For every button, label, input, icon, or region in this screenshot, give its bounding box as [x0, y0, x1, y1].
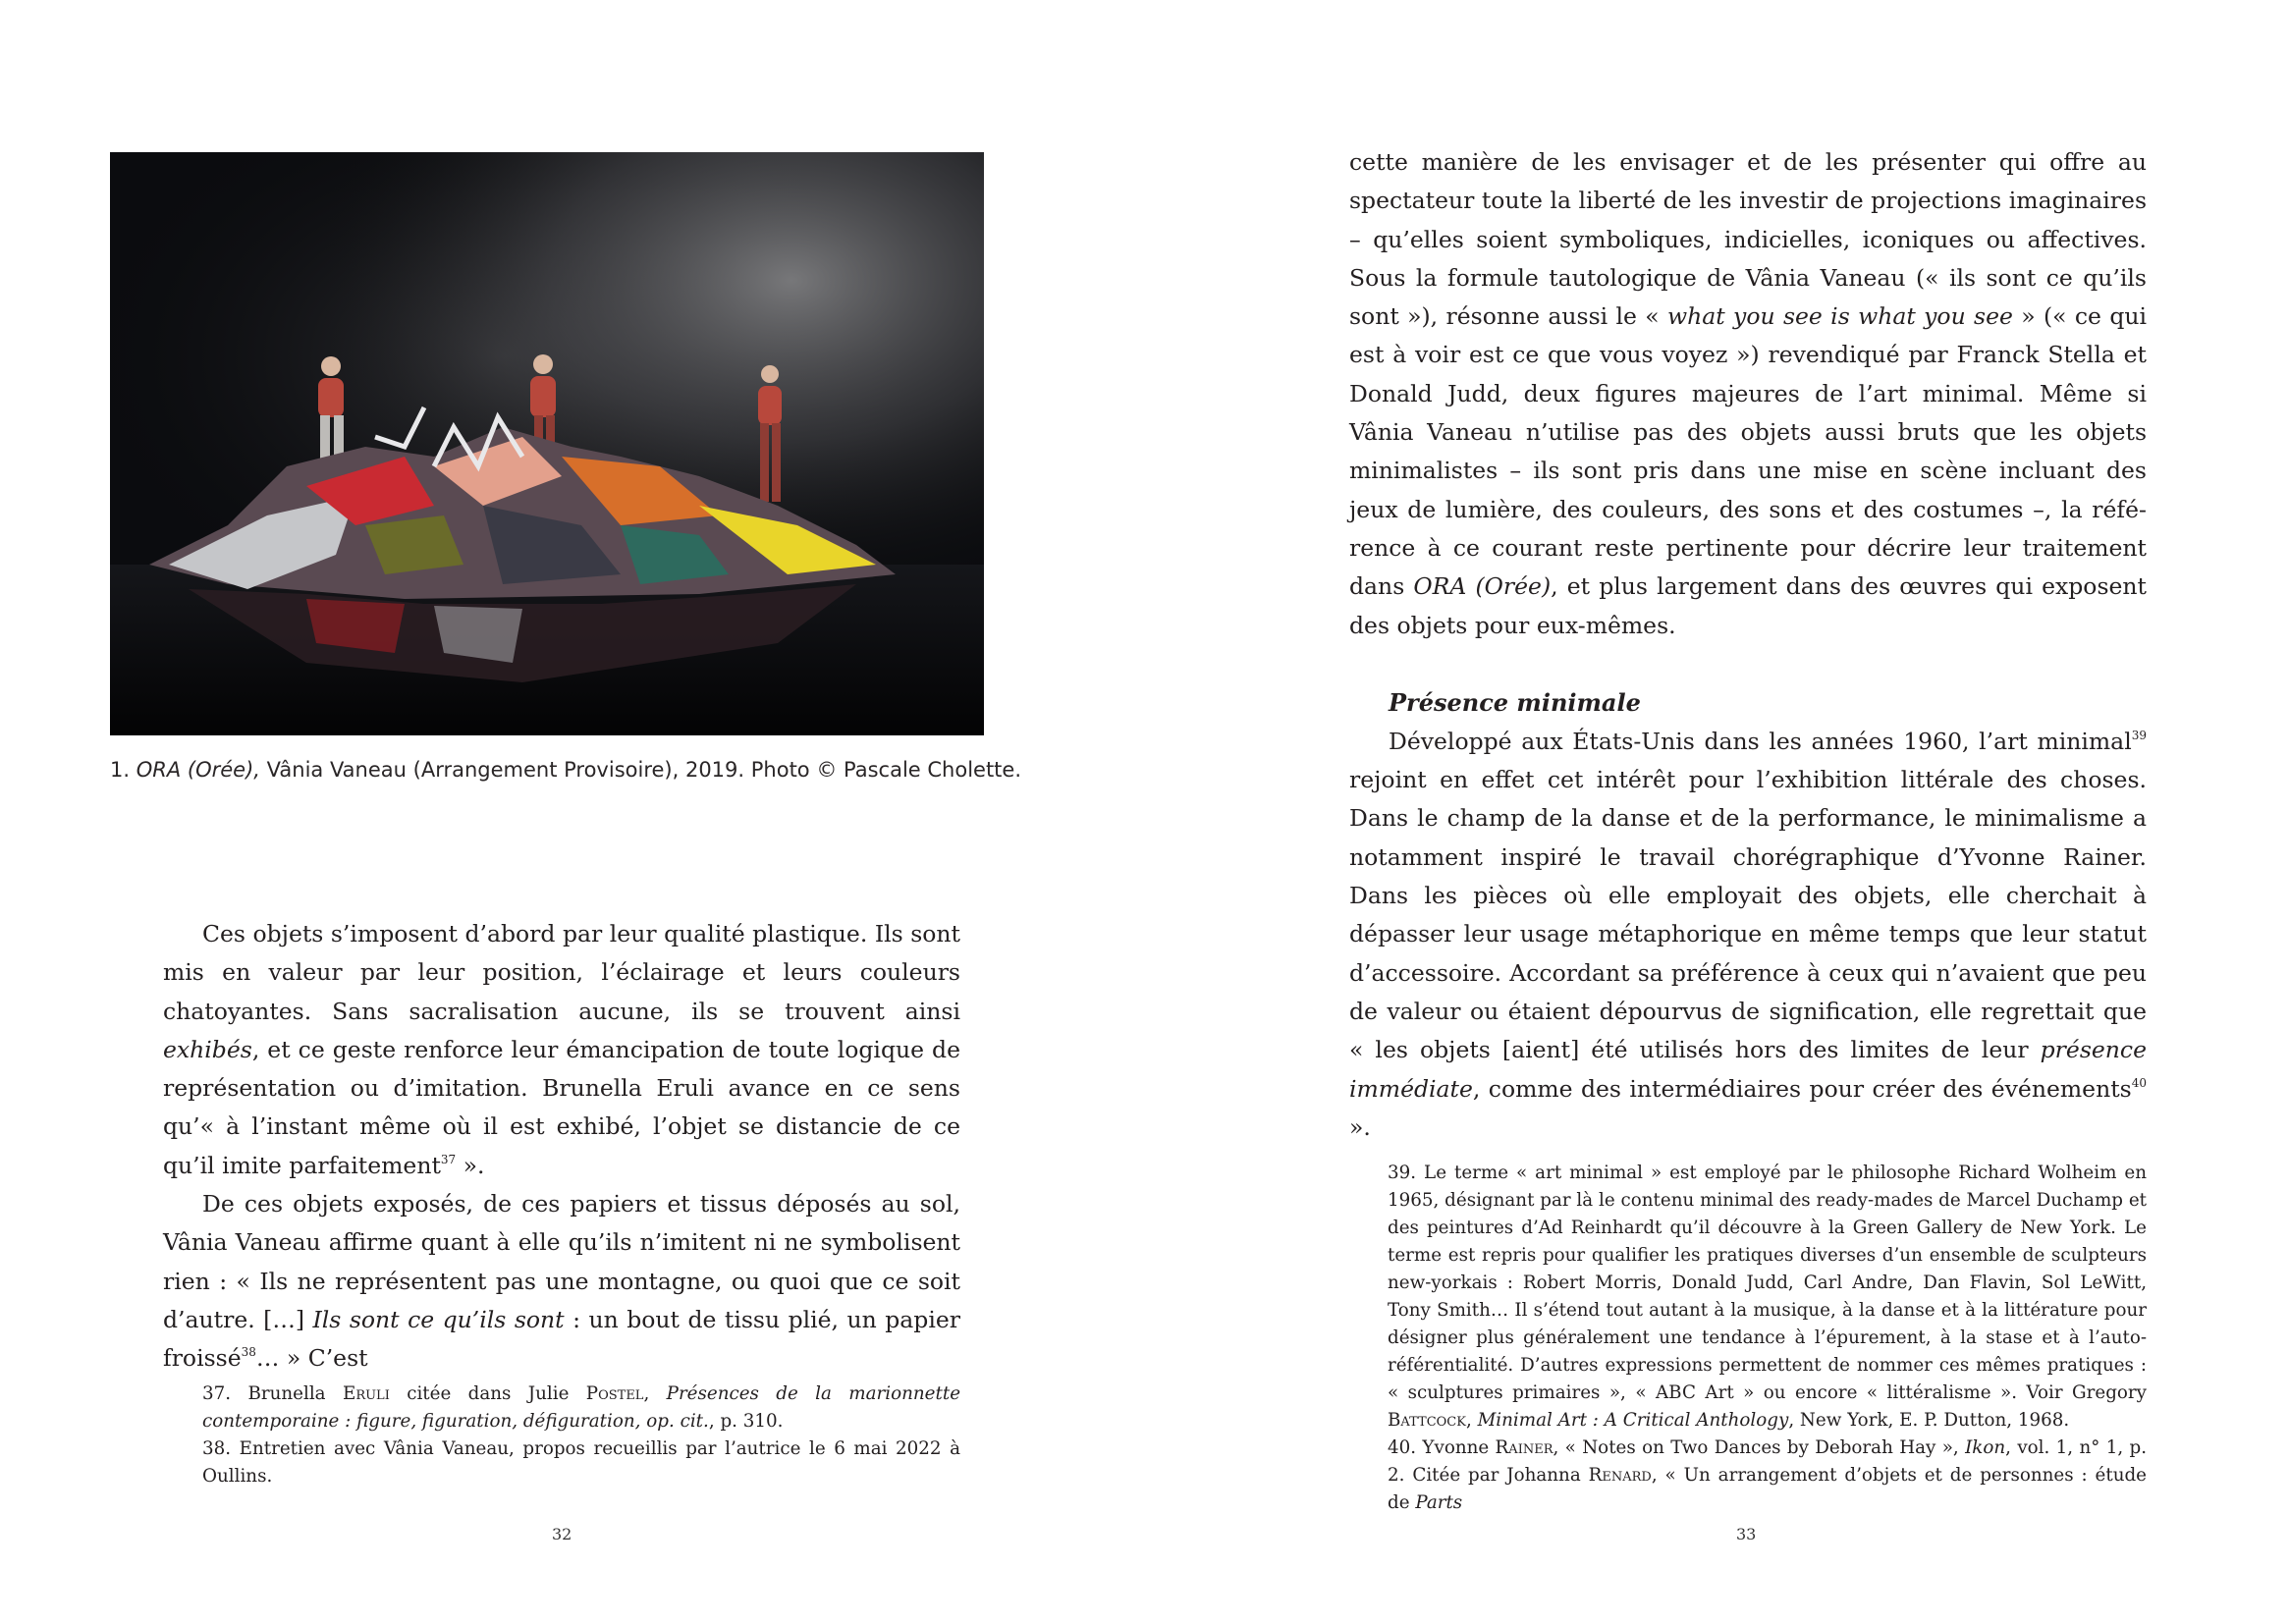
paragraph: Ces objets s’imposent d’abord par leur qualité plastique. Ils sont mis en valeur par leur position, l’éclairage et leurs couleurs chatoyantes. Sans sacralisation aucune, ils se trouvent ainsi exhibés, et ce geste renforce leur émancipation de toute logique de représentation ou d’imitation. Brunella Eruli avance en ce sens qu’« à l’instant même où il est exhibé, l’objet se distancie de ce qu’il imite parfaitement$^{37}$ ».: [163, 920, 960, 1179]
left-page: [0, 0, 1144, 1624]
left-body-text: [163, 915, 960, 1379]
figure-title: ORA (Orée),: [136, 758, 260, 782]
paragraph: De ces objets exposés, de ces papiers et tissus déposés au sol, Vânia Vaneau affirme quant à elle qu’ils n’imitent ni ne symbolisent rien : « Ils ne représentent pas une montagne, ou quoi que ce soit d’autre. […] Ils sont ce qu’ils sont : un bout de tissu plié, un papier froissé$^{38}$… » C’est: [163, 1190, 960, 1373]
paragraph: cette manière de les envisager et de les présenter qui offre au spectateur toute la liberté de les investir de projections imaginaires – qu’elles soient symboliques, indicielles, iconiques ou affectives. Sous la formule tautologique de Vânia Vaneau (« ils sont ce qu’ils sont »), résonne aussi le « what you see is what you see » (« ce qui est à voir est ce que vous voyez ») revendiqué par Franck Stella et Donald Judd, deux figures majeures de l’art minimal. Même si Vânia Vaneau n’utilise pas des objets aussi bruts que les objets minimalistes – ils sont pris dans une mise en scène incluant des jeux de lumière, des couleurs, des sons et des costumes –, la référence à ce courant reste pertinente pour décrire leur traitement dans ORA (Orée), et plus largement dans des œuvres qui exposent des objets pour eux-mêmes.: [1349, 148, 2148, 639]
footnote-ref-40[interactable]: 40: [2131, 1075, 2147, 1090]
right-footnotes: [1388, 1160, 2147, 1517]
section-heading: Présence minimale: [1389, 687, 1641, 717]
left-footnotes: [202, 1380, 960, 1490]
footnote-37: 37. Brunella Eruli citée dans Julie Postel, Présences de la marionnette contemporaine : figure, figuration, défiguration, op. cit., p. 310.: [202, 1383, 961, 1432]
footnote-40: 40. Yvonne Rainer, « Notes on Two Dances by Deborah Hay », Ikon, vol. 1, n° 1, p. 2. Citée par Johanna Renard, « Un arrangement d’objets et de personnes : étude de Parts: [1388, 1437, 2148, 1513]
page-number: 33: [1736, 1525, 1757, 1543]
paragraph: Développé aux États-Unis dans les années 1960, l’art minimal$^{39}$ rejoint en effet cet intérêt pour l’exhibition littérale des choses. Dans le champ de la danse et de la performance, le minimalisme a notamment inspiré le travail chorégraphique d’Yvonne Rainer. Dans les pièces où elle employait des objets, elle cherchait à dépasser leur usage métaphorique en même temps que leur statut d’accessoire. Accordant sa préférence à ceux qui n’avaient que peu de valeur ou étaient dépourvus de signification, elle regrettait que « les objets [aient] été utilisés hors des limites de leur présence immédiate, comme des intermédiaires pour créer des événements$^{40}$ ».: [1349, 727, 2147, 1141]
figure-number: 1.: [110, 758, 131, 782]
figure-credit: Vânia Vaneau (Arrangement Provisoire), 2019. Photo © Pascale Cholette.: [266, 758, 1022, 782]
stage-photograph: [110, 152, 984, 735]
figure-caption: [110, 758, 1022, 782]
footnote-ref-37[interactable]: 37: [440, 1152, 457, 1166]
right-body-text: [1349, 143, 2147, 1147]
footnote-38: 38. Entretien avec Vânia Vaneau, propos recueillis par l’autrice le 6 mai 2022 à Oullins.: [202, 1438, 960, 1487]
footnote-39: 39. Le terme « art minimal » est employé par le philosophe Richard Wolheim en 1965, désignant par là le contenu minimal des ready-mades de Marcel Duchamp et des peintures d’Ad Reinhardt qu’il découvre à la Green Gallery de New York. Le terme est repris pour qualifier les pratiques diverses d’un ensemble de sculpteurs new-yorkais : Robert Morris, Donald Judd, Carl Andre, Dan Flavin, Sol LeWitt, Tony Smith… Il s’étend tout autant à la musique, à la danse et à la littérature pour désigner plus généralement une tendance à l’épurement, à la stase et à l’auto-référentialité. D’autres expressions permettent de nommer ces mêmes pratiques : « sculptures primaires », « ABC Art » ou encore « littéralisme ». Voir Gregory Battcock, Minimal Art : A Critical Anthology, New York, E. P. Dutton, 1968.: [1388, 1163, 2147, 1431]
page-number: 32: [552, 1525, 572, 1543]
footnote-ref-39[interactable]: 39: [2131, 728, 2147, 742]
footnote-ref-38[interactable]: 38: [241, 1345, 256, 1360]
